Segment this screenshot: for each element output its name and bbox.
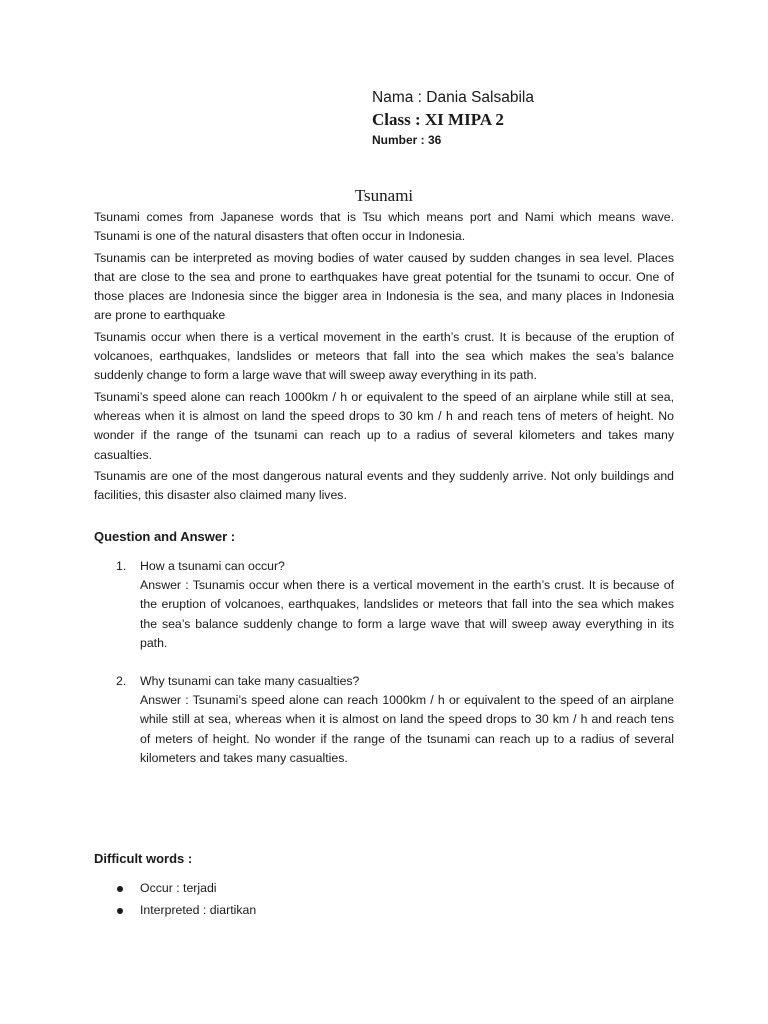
student-name: Nama : Dania Salsabila — [372, 89, 534, 106]
qa-answer: Answer : Tsunami’s speed alone can reach 1000km / h or equivalent to the speed of an airplane while still at sea, whereas when it is almost on land the speed drops to 30 km / h and reach tens of meters of height. No wonder if the range of the tsunami can reach up to a radius of several kilometers and takes many casualties. — [140, 693, 674, 766]
student-number: Number : 36 — [372, 133, 442, 147]
list-item — [94, 901, 256, 921]
paragraph: Tsunami comes from Japanese words that is Tsu which means port and Nami which means wave. Tsunami is one of the natural disasters that often occur in Indonesia. — [94, 210, 674, 244]
qa-item — [94, 557, 674, 653]
paragraph: Tsunami’s speed alone can reach 1000km / h or equivalent to the speed of an airplane while still at sea, whereas when it is almost on land the speed drops to 30 km / h and reach tens of meters of height. No wonder if the range of the tsunami can reach up to a radius of several kilometers and takes many casualties. — [94, 389, 674, 462]
document-title: Tsunami — [354, 186, 414, 205]
qa-list — [94, 557, 674, 787]
student-header — [372, 88, 534, 148]
difficult-words-list — [94, 879, 256, 922]
qa-question: Why tsunami can take many casualties? — [140, 674, 360, 689]
paragraph: Tsunamis can be interpreted as moving bodies of water caused by sudden changes in sea level. Places that are close to the sea and prone to earthquakes have great potential for the tsunami to occur. One of those places are Indonesia since the bigger area in Indonesia is the sea, and many places in Indonesia are prone to earthquake — [94, 250, 674, 323]
paragraph: Tsunamis occur when there is a vertical movement in the earth’s crust. It is because of the eruption of volcanoes, earthquakes, landslides or meteors that fall into the sea which makes the sea’s balance suddenly change to form a large wave that will sweep away everything in its path. — [94, 329, 674, 383]
student-class: Class : XI MIPA 2 — [372, 110, 504, 129]
qa-answer: Answer : Tsunamis occur when there is a vertical movement in the earth’s crust. It is because of the eruption of volcanoes, earthquakes, landslides or meteors that fall into the sea which makes the sea’s balance suddenly change to form a large wave that will sweep away everything in its path. — [140, 578, 674, 650]
qa-number: 1. — [116, 559, 127, 573]
body-text — [94, 208, 674, 507]
difficult-words-heading: Difficult words : — [94, 851, 193, 866]
qa-number: 2. — [116, 674, 127, 689]
list-item — [94, 879, 256, 899]
bullet-icon — [117, 908, 123, 914]
qa-item — [94, 672, 674, 768]
difficult-word: Interpreted : diartikan — [140, 902, 257, 917]
bullet-icon — [117, 886, 123, 892]
qa-heading: Question and Answer : — [94, 529, 236, 544]
difficult-word: Occur : terjadi — [140, 881, 217, 895]
paragraph: Tsunamis are one of the most dangerous natural events and they suddenly arrive. Not only buildings and facilities, this disaster also claimed many lives. — [94, 468, 674, 503]
qa-question: How a tsunami can occur? — [140, 559, 285, 573]
